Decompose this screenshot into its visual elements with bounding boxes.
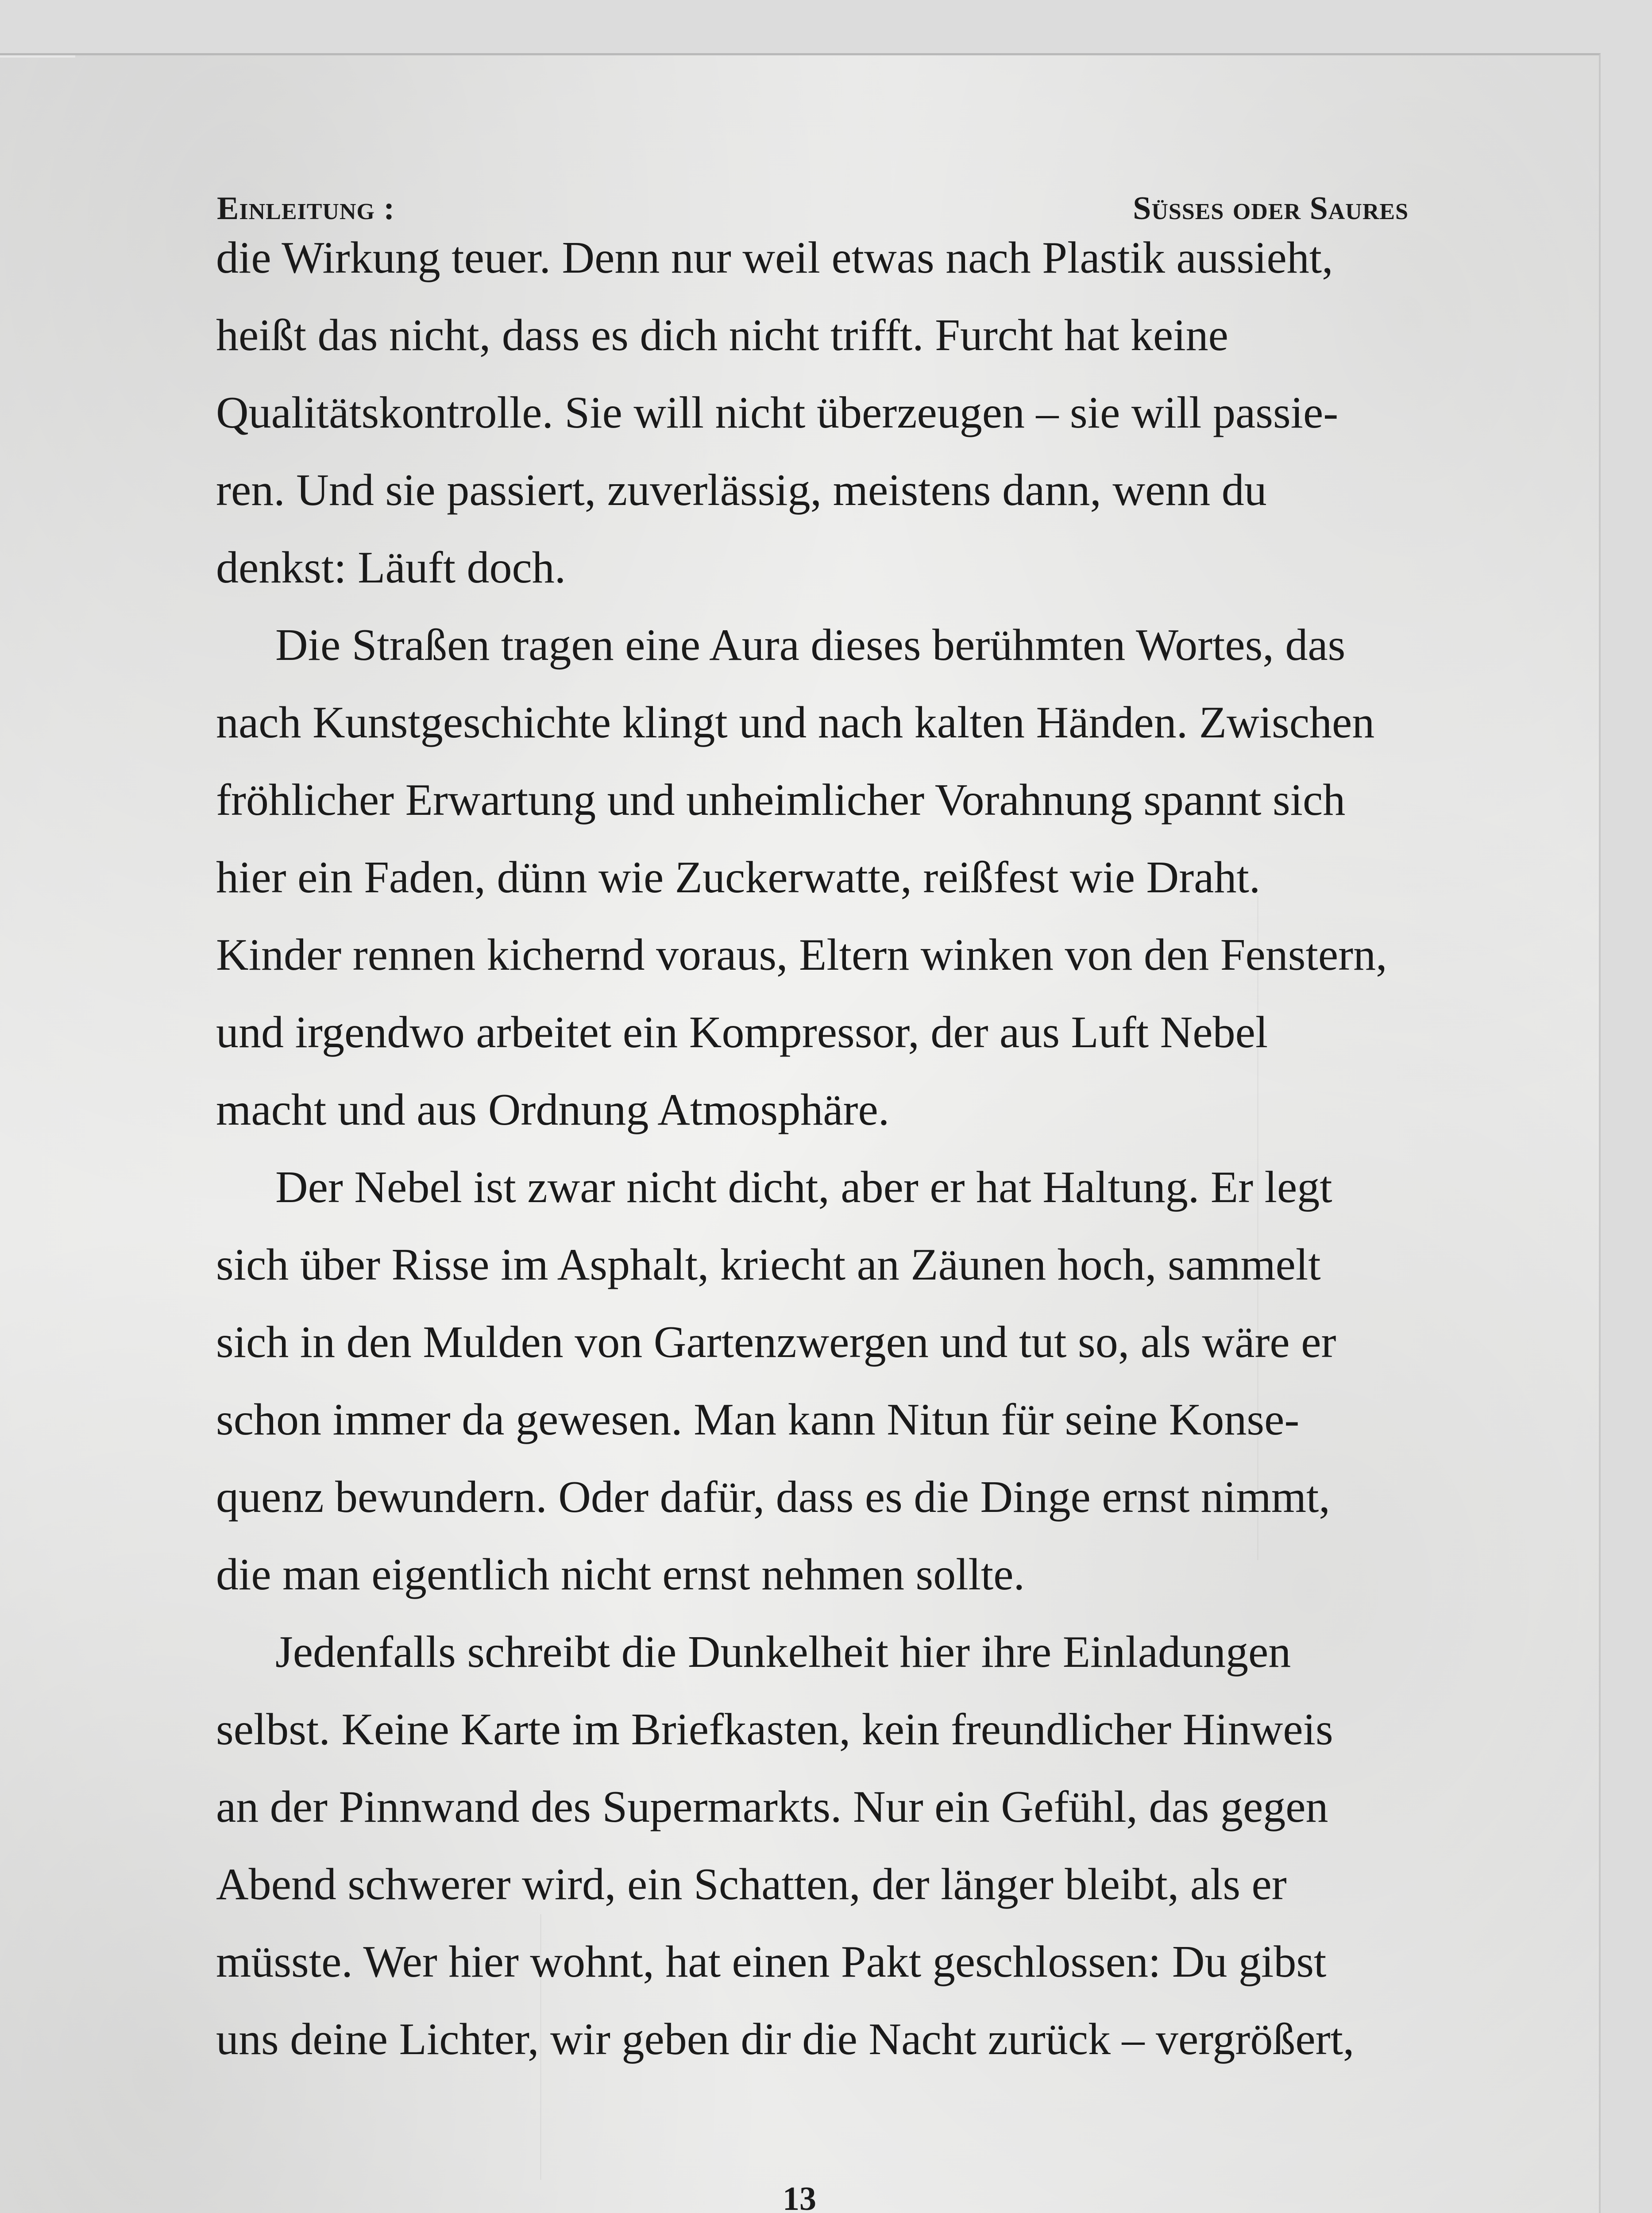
text-line: denkst: Läuft doch.: [216, 543, 566, 593]
text-line: sich über Risse im Asphalt, kriecht an Zäunen hoch, sammelt: [216, 1240, 1321, 1290]
text-line: selbst. Keine Karte im Briefkasten, kein freundlicher Hinweis: [216, 1704, 1333, 1754]
text-line: nach Kunstgeschichte klingt und nach kalten Händen. Zwischen: [216, 698, 1375, 748]
text-line: hier ein Faden, dünn wie Zuckerwatte, reißfest wie Draht.: [216, 852, 1261, 902]
running-head-title: Süsses oder Saures: [1133, 190, 1409, 227]
page-edge-highlight: [0, 55, 75, 58]
text-line: macht und aus Ordnung Atmosphäre.: [216, 1085, 890, 1135]
running-head-chapter: Einleitung :: [217, 190, 395, 227]
text-line: quenz bewundern. Oder dafür, dass es die Dinge ernst nimmt,: [216, 1472, 1330, 1522]
page-number: 13: [783, 2180, 816, 2213]
text-line: uns deine Lichter, wir geben dir die Nacht zurück – vergrößert,: [216, 2014, 1355, 2064]
text-line: Qualitätskontrolle. Sie will nicht überzeugen – sie will passie-: [216, 388, 1339, 438]
text-line: fröhlicher Erwartung und unheimlicher Vorahnung spannt sich: [216, 775, 1346, 825]
text-line: Die Straßen tragen eine Aura dieses berühmten Wortes, das: [275, 620, 1346, 670]
text-line: die man eigentlich nicht ernst nehmen sollte.: [216, 1550, 1025, 1600]
text-line: heißt das nicht, dass es dich nicht trifft. Furcht hat keine: [216, 310, 1228, 360]
text-line: schon immer da gewesen. Man kann Nitun für seine Konse-: [216, 1395, 1300, 1445]
text-line: Der Nebel ist zwar nicht dicht, aber er hat Haltung. Er legt: [275, 1162, 1332, 1212]
text-line: Jedenfalls schreibt die Dunkelheit hier ihre Einladungen: [275, 1627, 1291, 1677]
text-line: an der Pinnwand des Supermarkts. Nur ein Gefühl, das gegen: [216, 1782, 1328, 1832]
text-line: ren. Und sie passiert, zuverlässig, meistens dann, wenn du: [216, 465, 1267, 515]
text-line: die Wirkung teuer. Denn nur weil etwas nach Plastik aussieht,: [216, 233, 1333, 283]
body-text: [216, 219, 1482, 2078]
text-line: und irgendwo arbeitet ein Kompressor, der aus Luft Nebel: [216, 1007, 1268, 1057]
text-line: Kinder rennen kichernd voraus, Eltern winken von den Fenstern,: [216, 930, 1387, 980]
text-line: Abend schwerer wird, ein Schatten, der länger bleibt, als er: [216, 1859, 1287, 1909]
text-line: müsste. Wer hier wohnt, hat einen Pakt geschlossen: Du gibst: [216, 1937, 1327, 1987]
text-line: sich in den Mulden von Gartenzwergen und tut so, als wäre er: [216, 1317, 1336, 1367]
book-page: [0, 53, 1601, 2213]
